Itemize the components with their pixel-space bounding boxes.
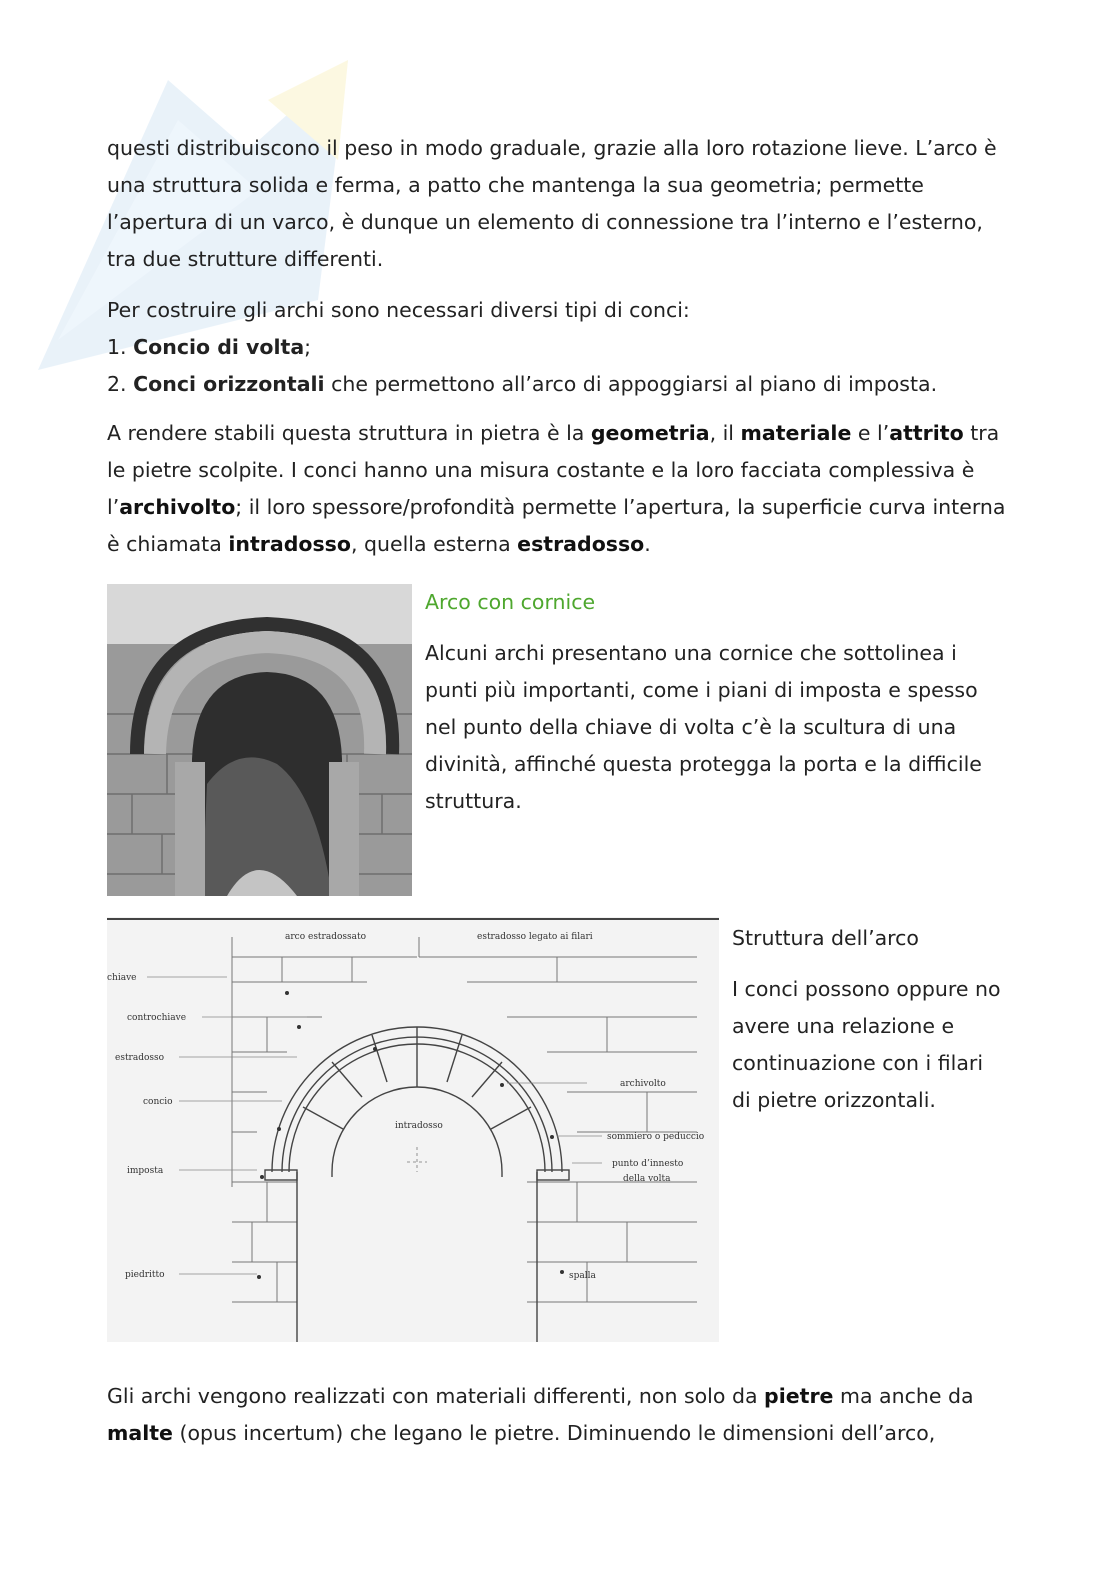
paragraph-intro: questi distribuiscono il peso in modo graduale, grazie alla loro rotazione lieve. L’arco è una struttura solida e ferma, a patto che mantenga la sua geometria; permette l’apertura di un varco, è dunque un elemento di connessione tra l’interno e l’esterno, tra due strutture differenti. — [107, 136, 997, 271]
label-della-volta: della volta — [623, 1174, 671, 1184]
label-imposta: imposta — [127, 1166, 164, 1176]
diagram-caption — [732, 920, 1012, 1133]
text-body-bottom — [107, 1378, 1007, 1466]
conci-list — [107, 329, 1007, 403]
paragraph-cornice: Alcuni archi presentano una cornice che sottolinea i punti più importanti, come i piani di imposta e spesso nel punto della chiave di volta c’è la scultura di una divinità, affinché questa protegga la porta e la difficile struttura. — [425, 641, 982, 813]
label-estradosso-legato: estradosso legato ai filari — [477, 932, 593, 942]
list-item: 1. Concio di volta; — [107, 335, 312, 359]
list-item: 2. Conci orizzontali che permettono all’arco di appoggiarsi al piano di imposta. — [107, 372, 938, 396]
label-archivolto: archivolto — [620, 1079, 666, 1089]
arch-photo — [107, 584, 412, 896]
label-arco-estradossato: arco estradossato — [285, 932, 367, 942]
label-spalla: spalla — [569, 1271, 596, 1281]
arch-structure-diagram — [107, 917, 719, 1342]
label-punto-innesto: punto d’innesto — [612, 1159, 684, 1169]
photo-caption — [425, 584, 1010, 834]
photo-section — [107, 584, 1007, 896]
label-concio: concio — [143, 1097, 173, 1107]
label-estradosso: estradosso — [115, 1053, 165, 1063]
section-heading-arco-cornice: Arco con cornice — [425, 590, 596, 614]
paragraph-stability: A rendere stabili questa struttura in pietra è la geometria, il materiale e l’attrito tra le pietre scolpite. I conci hanno una misura costante e la loro facciata complessiva è l’archivolto; il loro spessore/profondità permette l’apertura, la superficie curva interna è chiamata intradosso, quella esterna estradosso. — [107, 421, 1006, 556]
label-intradosso: intradosso — [395, 1121, 443, 1131]
diagram-section — [107, 917, 1007, 1342]
label-sommiero: sommiero o peduccio — [607, 1132, 705, 1142]
label-controchiave: controchiave — [127, 1013, 187, 1023]
text-body-top — [107, 130, 1007, 577]
paragraph-materiali: Gli archi vengono realizzati con materiali differenti, non solo da pietre ma anche da malte (opus incertum) che legano le pietre. Diminuendo le dimensioni dell’arco, — [107, 1384, 974, 1445]
label-chiave: chiave — [107, 973, 137, 983]
paragraph-conci-intro: Per costruire gli archi sono necessari diversi tipi di conci: — [107, 298, 690, 322]
label-piedritto: piedritto — [125, 1270, 165, 1280]
paragraph-struttura: I conci possono oppure no avere una relazione e continuazione con i filari di pietre orizzontali. — [732, 977, 1001, 1112]
section-heading-struttura: Struttura dell’arco — [732, 926, 919, 950]
